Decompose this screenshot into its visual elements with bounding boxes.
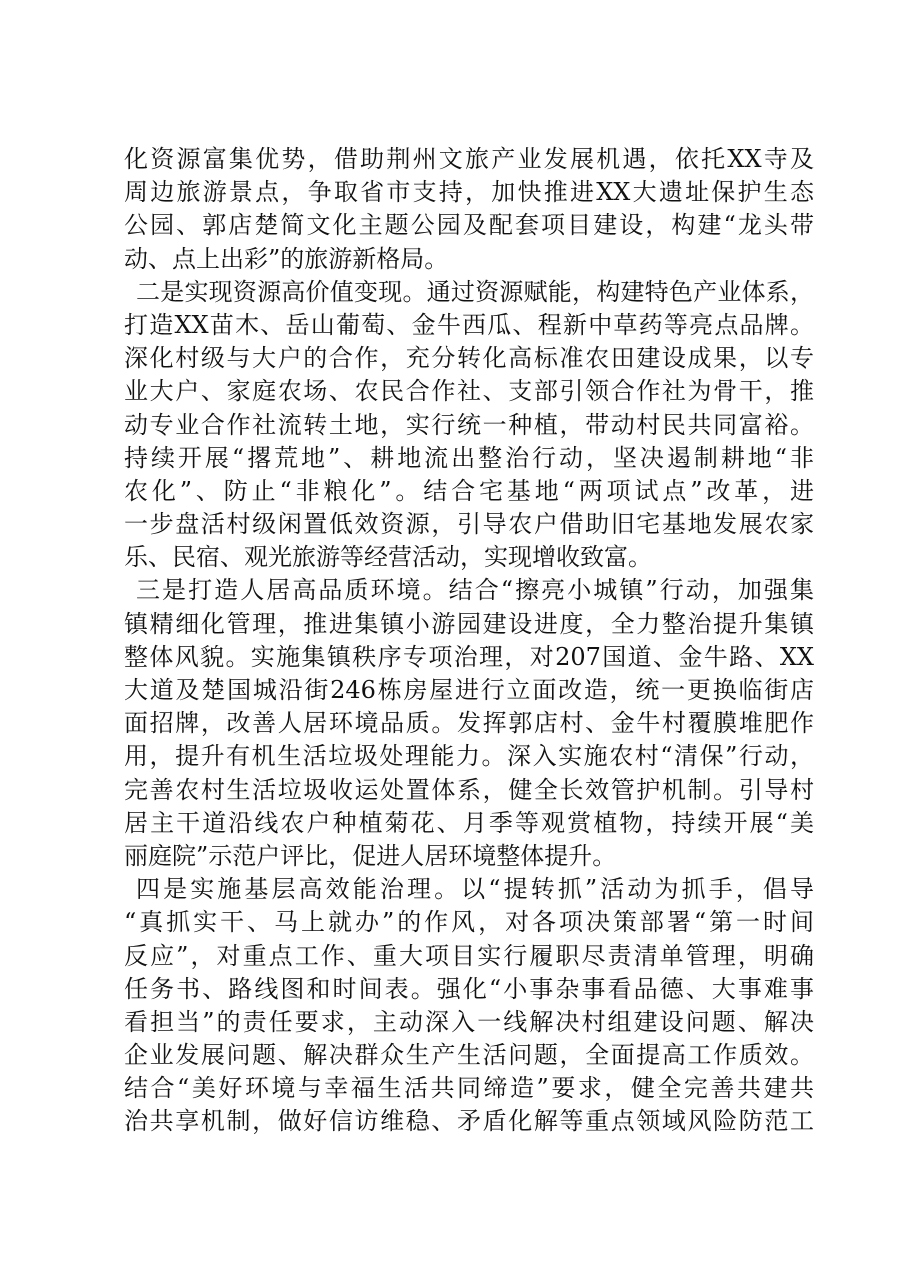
paragraph-tourism-continuation	[124, 143, 814, 276]
text-line: 一步盘活村级闲置低效资源，引导农户借助旧宅基地发展农家	[124, 510, 814, 539]
paragraph-living-environment	[124, 574, 814, 873]
text-line: 打造XX苗木、岳山葡萄、金牛西瓜、程新中草药等亮点品牌。	[124, 310, 814, 339]
text-line: 反应”，对重点工作、重大项目实行履职尽责清单管理，明确	[124, 941, 814, 970]
text-line: 周边旅游景点，争取省市支持，加快推进XX大遗址保护生态	[124, 178, 814, 207]
text-line: 镇精细化管理，推进集镇小游园建设进度，全力整治提升集镇	[124, 609, 814, 638]
text-line: 治共享机制，做好信访维稳、矛盾化解等重点领域风险防范工	[124, 1107, 814, 1136]
text-line: 深化村级与大户的合作，充分转化高标准农田建设成果，以专	[124, 344, 814, 373]
text-line: 看担当”的责任要求，主动深入一线解决村组建设问题、解决	[124, 1007, 814, 1036]
text-line: 二是实现资源高价值变现。通过资源赋能，构建特色产业体系，	[136, 277, 814, 306]
text-line: 乐、民宿、观光旅游等经营活动，实现增收致富。	[124, 543, 652, 572]
text-line: 持续开展“撂荒地”、耕地流出整治行动，坚决遏制耕地“非	[124, 443, 814, 472]
text-line: 企业发展问题、解决群众生产生活问题，全面提高工作质效。	[124, 1041, 814, 1070]
text-line: 动、点上出彩”的旅游新格局。	[124, 244, 449, 273]
text-line: 居主干道沿线农户种植菊花、月季等观赏植物，持续开展“美	[124, 808, 814, 837]
text-line: 整体风貌。实施集镇秩序专项治理，对207国道、金牛路、XX	[124, 642, 814, 671]
text-line: “真抓实干、马上就办”的作风，对各项决策部署“第一时间	[124, 908, 814, 937]
text-line: 业大户、家庭农场、农民合作社、支部引领合作社为骨干，推	[124, 377, 814, 406]
text-line: 丽庭院”示范户评比，促进人居环境整体提升。	[124, 841, 617, 870]
paragraph-resource-value	[124, 276, 814, 575]
document-body	[124, 143, 814, 1139]
text-line: 化资源富集优势，借助荆州文旅产业发展机遇，依托XX寺及	[124, 145, 814, 173]
text-line: 面招牌，改善人居环境品质。发挥郭店村、金牛村覆膜堆肥作	[124, 709, 814, 738]
text-line: 结合“美好环境与幸福生活共同缔造”要求，健全完善共建共	[124, 1074, 814, 1103]
text-line: 用，提升有机生活垃圾处理能力。深入实施农村“清保”行动，	[124, 742, 814, 771]
text-line: 四是实施基层高效能治理。以“提转抓”活动为抓手，倡导	[136, 875, 814, 904]
text-line: 大道及楚国城沿街246栋房屋进行立面改造，统一更换临街店	[124, 676, 814, 704]
text-line: 任务书、路线图和时间表。强化“小事杂事看品德、大事难事	[124, 974, 814, 1003]
text-line: 完善农村生活垃圾收运处置体系，健全长效管护机制。引导村	[124, 775, 814, 804]
paragraph-grassroots-governance	[124, 873, 814, 1139]
text-line: 农化”、防止“非粮化”。结合宅基地“两项试点”改革，进	[124, 476, 814, 505]
text-line: 三是打造人居高品质环境。结合“擦亮小城镇”行动，加强集	[136, 576, 814, 605]
text-line: 动专业合作社流转土地，实行统一种植，带动村民共同富裕。	[124, 410, 814, 439]
text-line: 公园、郭店楚简文化主题公园及配套项目建设，构建“龙头带	[124, 211, 814, 240]
